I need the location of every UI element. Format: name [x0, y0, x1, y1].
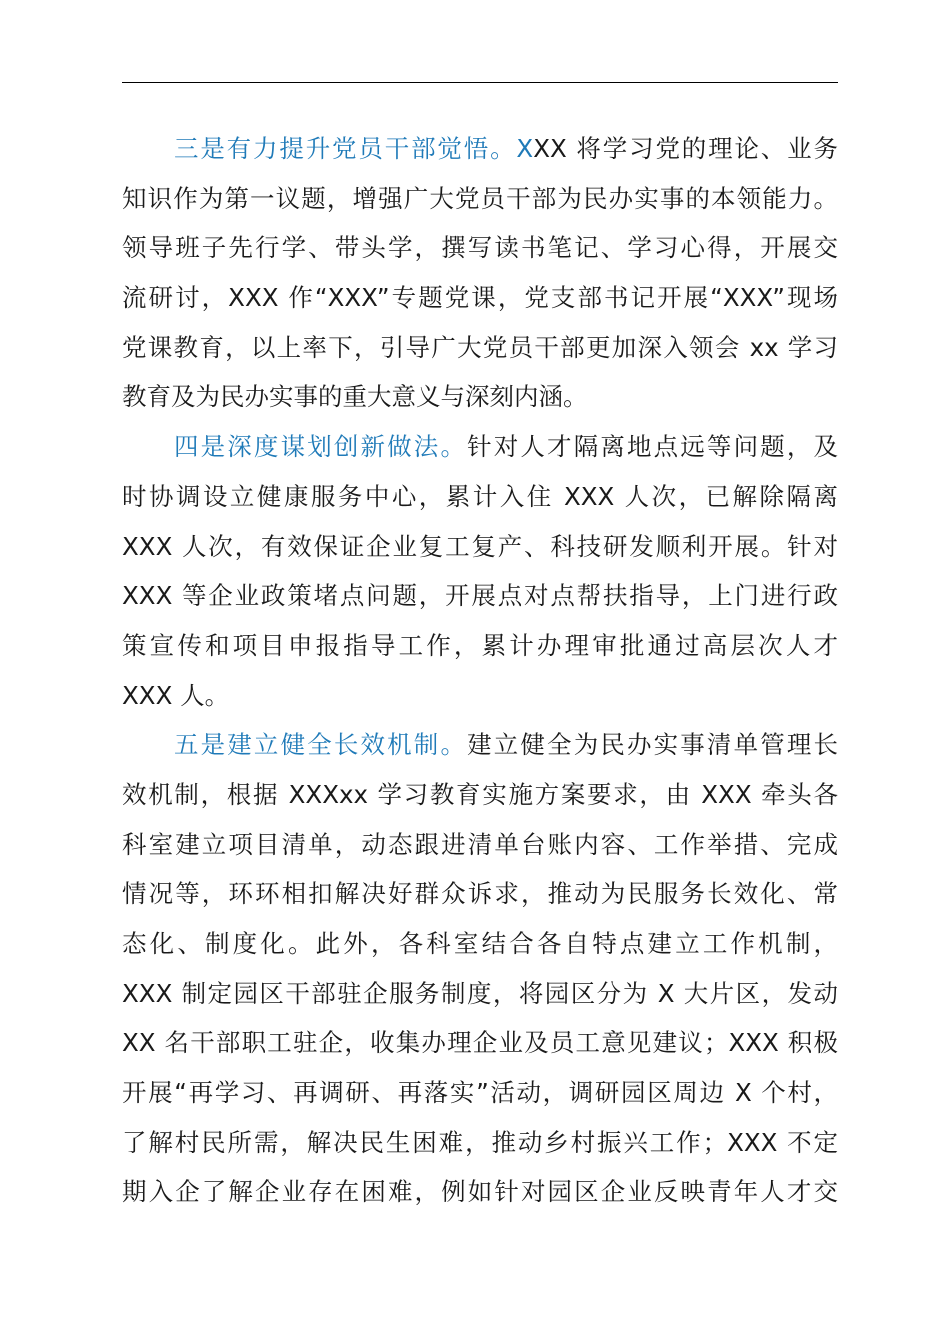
paragraph-2-line-6: XXX 人。	[122, 680, 230, 710]
paragraph-1-line-3: 领导班子先行学、带头学，撰写读书笔记、学习心得，开展交	[122, 233, 838, 263]
paragraph-1-text: XX 将学习党的理论、业务	[533, 134, 838, 163]
paragraph-3-line-6: XXX 制定园区干部驻企服务制度，将园区分为 X 大片区，发动	[122, 978, 838, 1008]
paragraph-2-line-3: XXX 人次，有效保证企业复工复产、科技研发顺利开展。针对	[122, 531, 838, 561]
paragraph-3-line-10: 期入企了解企业存在困难，例如针对园区企业反映青年人才交	[122, 1177, 838, 1207]
paragraph-3-heading: 五是建立健全长效机制。	[174, 730, 468, 760]
paragraph-1-heading: 三是有力提升党员干部觉悟。X	[174, 134, 534, 163]
document-body	[122, 124, 838, 1217]
header-rule	[122, 82, 838, 83]
paragraph-2-line-4: XXX 等企业政策堵点问题，开展点对点帮扶指导，上门进行政	[122, 581, 838, 611]
paragraph-1-line-2: 知识作为第一议题，增强广大党员干部为民办实事的本领能力。	[122, 183, 838, 213]
paragraph-2-line-2: 时协调设立健康服务中心，累计入住 XXX 人次，已解除隔离	[122, 481, 838, 511]
paragraph-3-line-9: 了解村民所需，解决民生困难，推动乡村振兴工作；XXX 不定	[122, 1127, 838, 1157]
paragraph-3-text: 建立健全为民办实事清单管理长	[467, 730, 839, 760]
paragraph-3-line-8: 开展“再学习、再调研、再落实”活动，调研园区周边 X 个村，	[122, 1078, 838, 1108]
paragraph-3-line-1	[122, 720, 838, 770]
paragraph-3-line-5: 态化、制度化。此外，各科室结合各自特点建立工作机制，	[122, 929, 838, 958]
paragraph-3-line-3: 科室建立项目清单，动态跟进清单台账内容、工作举措、完成	[122, 829, 838, 859]
paragraph-3-line-4: 情况等，环环相扣解决好群众诉求，推动为民服务长效化、常	[122, 879, 838, 909]
paragraph-2-text: 针对人才隔离地点远等问题，及	[467, 432, 839, 462]
paragraph-1-line-5: 党课教育，以上率下，引导广大党员干部更加深入领会 xx 学习	[122, 332, 838, 362]
paragraph-2-line-5: 策宣传和项目申报指导工作，累计办理审批通过高层次人才	[122, 630, 838, 660]
paragraph-1-line-1	[122, 124, 838, 174]
paragraph-1-line-4: 流研讨，XXX 作“XXX”专题党课，党支部书记开展“XXX”现场	[122, 283, 838, 313]
paragraph-2-line-1	[122, 422, 838, 472]
paragraph-1-line-6: 教育及为民办实事的重大意义与深刻内涵。	[122, 382, 588, 412]
paragraph-3-line-7: XX 名干部职工驻企，收集办理企业及员工意见建议；XXX 积极	[122, 1028, 838, 1058]
paragraph-3-line-2: 效机制，根据 XXXxx 学习教育实施方案要求，由 XXX 牵头各	[122, 779, 838, 809]
paragraph-2-heading: 四是深度谋划创新做法。	[174, 432, 468, 462]
